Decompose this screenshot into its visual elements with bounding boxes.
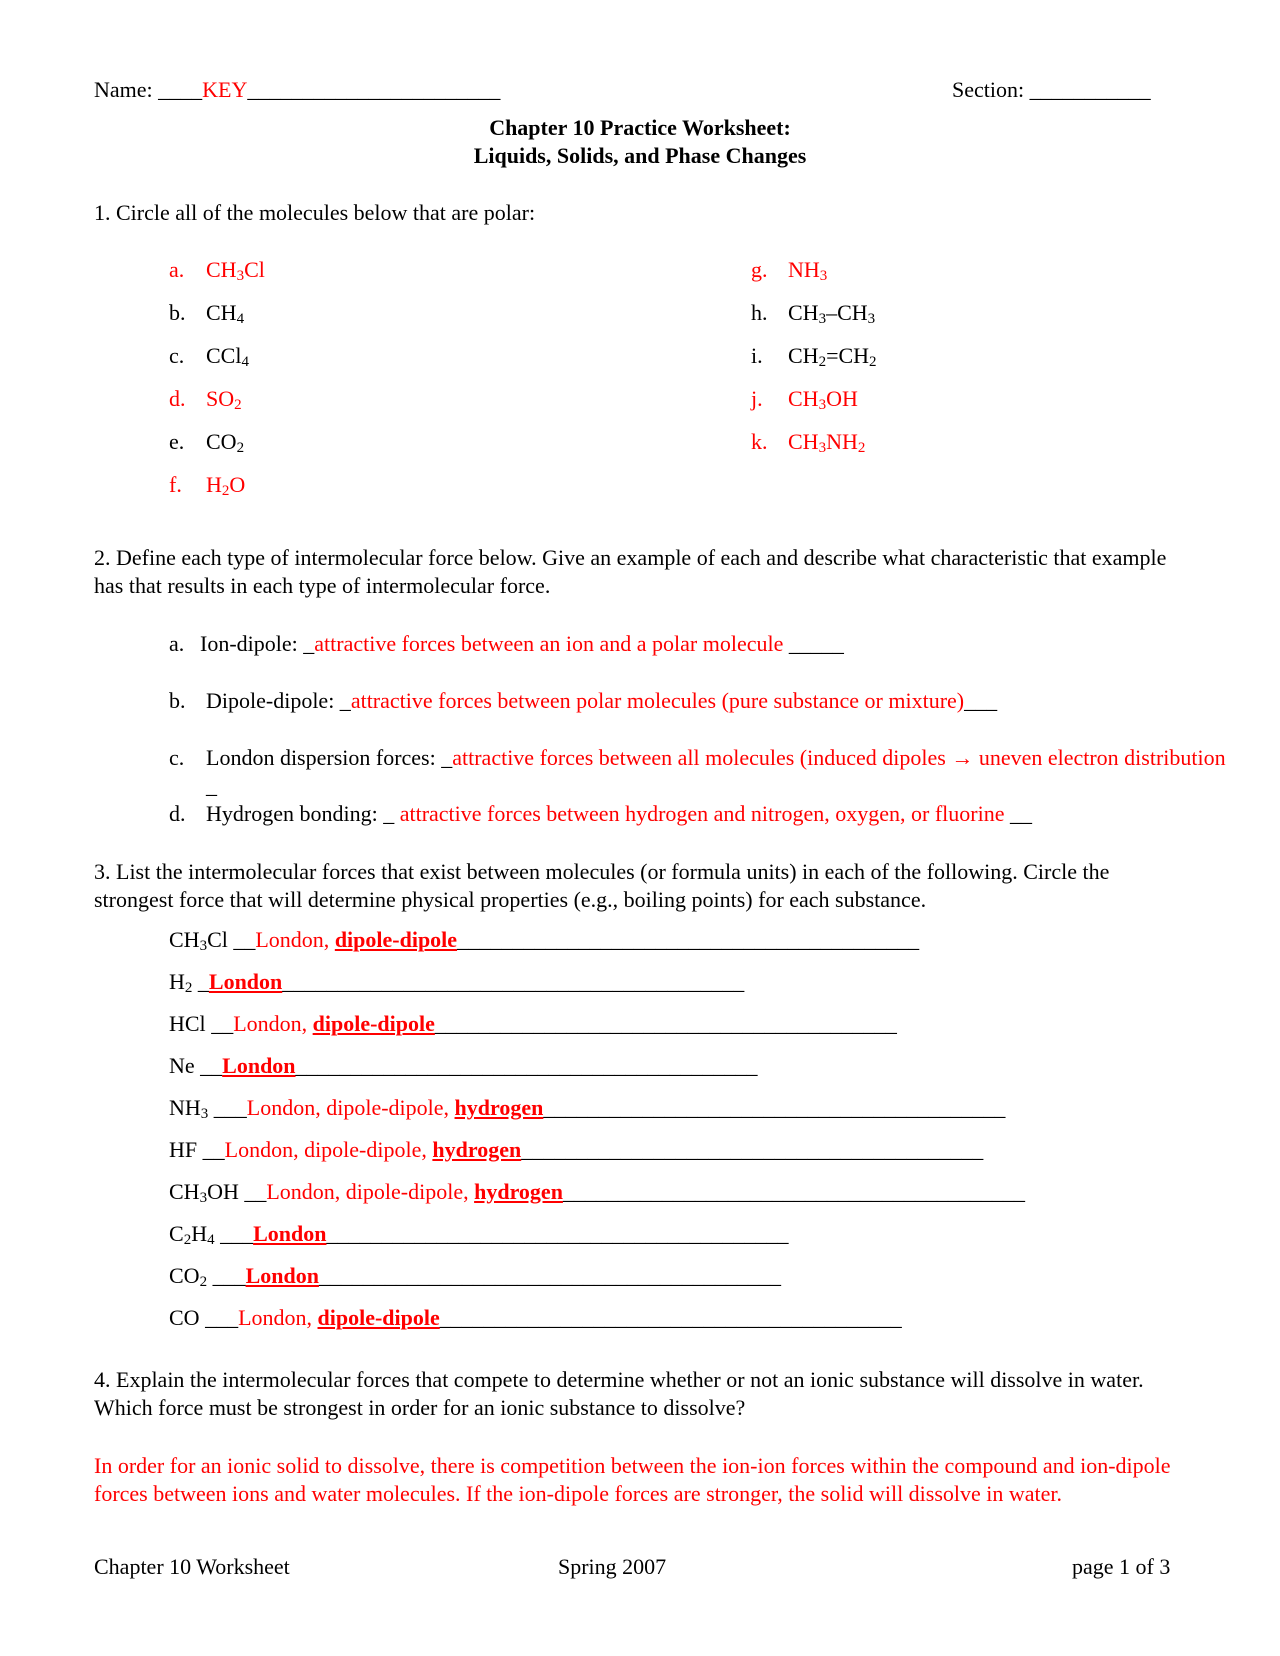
strongest-force[interactable]: hydrogen bbox=[454, 1095, 544, 1120]
q2-answer-c[interactable]: attractive forces between all molecules (induced dipoles → uneven electron distribution bbox=[452, 745, 1226, 770]
name-line bbox=[94, 76, 500, 104]
name-blank-post: _______________________ bbox=[247, 77, 501, 102]
q1-item-d[interactable]: d. $SO_2$ bbox=[169, 386, 242, 413]
q3-row-hf: HF __London, dipole-dipole, hydrogen__________________________________________ bbox=[169, 1137, 984, 1162]
q2-item-d: d. Hydrogen bonding: _ attractive forces between hydrogen and nitrogen, oxygen, or fluorine __ bbox=[169, 801, 1032, 826]
q3-row-ch3oh: $CH_3OH$ __London, dipole-dipole, hydrogen__________________________________________ bbox=[169, 1179, 1025, 1206]
section-line bbox=[952, 76, 1151, 104]
q3-row-co2: $CO_2$ ___London__________________________________________ bbox=[169, 1263, 781, 1290]
q1-item-f[interactable]: f. $H_2O$ bbox=[169, 472, 246, 499]
name-blank-pre: ____ bbox=[158, 77, 203, 102]
q2-answer-a[interactable]: attractive forces between an ion and a polar molecule bbox=[314, 631, 789, 656]
q1-item-k[interactable]: k. $CH_3NH_2$ bbox=[751, 429, 866, 456]
q1-item-i[interactable]: i. $CH_2=CH_2$ bbox=[751, 343, 877, 370]
q1-item-g[interactable]: g. $NH_3$ bbox=[751, 257, 828, 284]
strongest-force[interactable]: hydrogen bbox=[474, 1179, 563, 1204]
strongest-force[interactable]: London bbox=[208, 969, 283, 994]
right-arrow-icon: → bbox=[951, 745, 974, 770]
q1-item-j[interactable]: j. $CH_3OH$ bbox=[751, 386, 858, 413]
strongest-force[interactable]: London bbox=[253, 1221, 327, 1246]
q3-row-co: CO ___London, dipole-dipole__________________________________________ bbox=[169, 1305, 902, 1330]
strongest-force[interactable]: London bbox=[245, 1263, 319, 1288]
title-line-1: Chapter 10 Practice Worksheet: bbox=[489, 115, 791, 140]
strongest-force[interactable]: dipole-dipole bbox=[312, 1011, 435, 1036]
q2-item-a: a. Ion-dipole: _attractive forces between an ion and a polar molecule _____ bbox=[169, 631, 844, 656]
name-label: Name: bbox=[94, 77, 159, 102]
q1-prompt: 1. Circle all of the molecules below that are polar: bbox=[94, 200, 536, 225]
q3-row-c2h4: $C_2H_4$ ___London__________________________________________ bbox=[169, 1221, 789, 1248]
strongest-force[interactable]: hydrogen bbox=[432, 1137, 522, 1162]
q4-prompt: 4. Explain the intermolecular forces that compete to determine whether or not an ionic substance will dissolve in water. Which force must be strongest in order for an ionic substance to dissolve? bbox=[94, 1367, 1144, 1420]
q2-answer-d[interactable]: attractive forces between hydrogen and nitrogen, oxygen, or fluorine bbox=[399, 801, 1010, 826]
q4-answer[interactable]: In order for an ionic solid to dissolve, there is competition between the ion-ion forces within the compound and ion-dipole forces between ions and water molecules. If the ion-dipole forces are stronger, the solid will dissolve in water. bbox=[94, 1453, 1171, 1506]
footer-right: page 1 of 3 bbox=[1072, 1554, 1171, 1579]
strongest-force[interactable]: dipole-dipole bbox=[334, 927, 458, 952]
q3-row-ne: Ne __London__________________________________________ bbox=[169, 1053, 758, 1078]
q2-item-c: c. London dispersion forces: _attractive forces between all molecules (induced dipoles → uneven electron distribution _ bbox=[169, 745, 1226, 798]
footer-left: Chapter 10 Worksheet bbox=[94, 1554, 290, 1579]
section-label: Section: bbox=[952, 77, 1030, 102]
q1-item-h[interactable]: h. $CH_3-CH_3$ bbox=[751, 300, 876, 327]
strongest-force[interactable]: dipole-dipole bbox=[317, 1305, 440, 1330]
q3-row-nh3: $NH_3$ ___London, dipole-dipole, hydrogen__________________________________________ bbox=[169, 1095, 1006, 1122]
q1-item-e[interactable]: e. $CO_2$ bbox=[169, 429, 245, 456]
q3-row-h2: $H_2$ _London__________________________________________ bbox=[169, 969, 745, 996]
q2-prompt: 2. Define each type of intermolecular force below. Give an example of each and describe what characteristic that example has that results in each type of intermolecular force. bbox=[94, 545, 1167, 598]
q1-item-b[interactable]: b. $CH_4$ bbox=[169, 300, 245, 327]
q3-prompt: 3. List the intermolecular forces that exist between molecules (or formula units) in each of the following. Circle the strongest force that will determine physical properties (e.g., boiling points) for each substance. bbox=[94, 859, 1110, 912]
q2-answer-b[interactable]: attractive forces between polar molecules (pure substance or mixture) bbox=[350, 688, 965, 713]
footer-center: Spring 2007 bbox=[558, 1554, 667, 1579]
title-line-2: Liquids, Solids, and Phase Changes bbox=[473, 143, 807, 168]
section-blank[interactable]: ___________ bbox=[1029, 77, 1151, 102]
q3-row-ch3cl: $CH_3Cl$ __London, dipole-dipole__________________________________________ bbox=[169, 927, 920, 954]
q1-item-a[interactable]: a. $CH_3Cl$ bbox=[169, 257, 265, 284]
q2-item-b: b. Dipole-dipole: _attractive forces between polar molecules (pure substance or mixture)___ bbox=[169, 688, 998, 713]
name-value[interactable]: KEY bbox=[202, 77, 248, 102]
q1-item-c[interactable]: c. CCl$_4$ bbox=[169, 343, 249, 370]
strongest-force[interactable]: London bbox=[222, 1053, 296, 1078]
q3-row-hcl: HCl __London, dipole-dipole__________________________________________ bbox=[169, 1011, 897, 1036]
